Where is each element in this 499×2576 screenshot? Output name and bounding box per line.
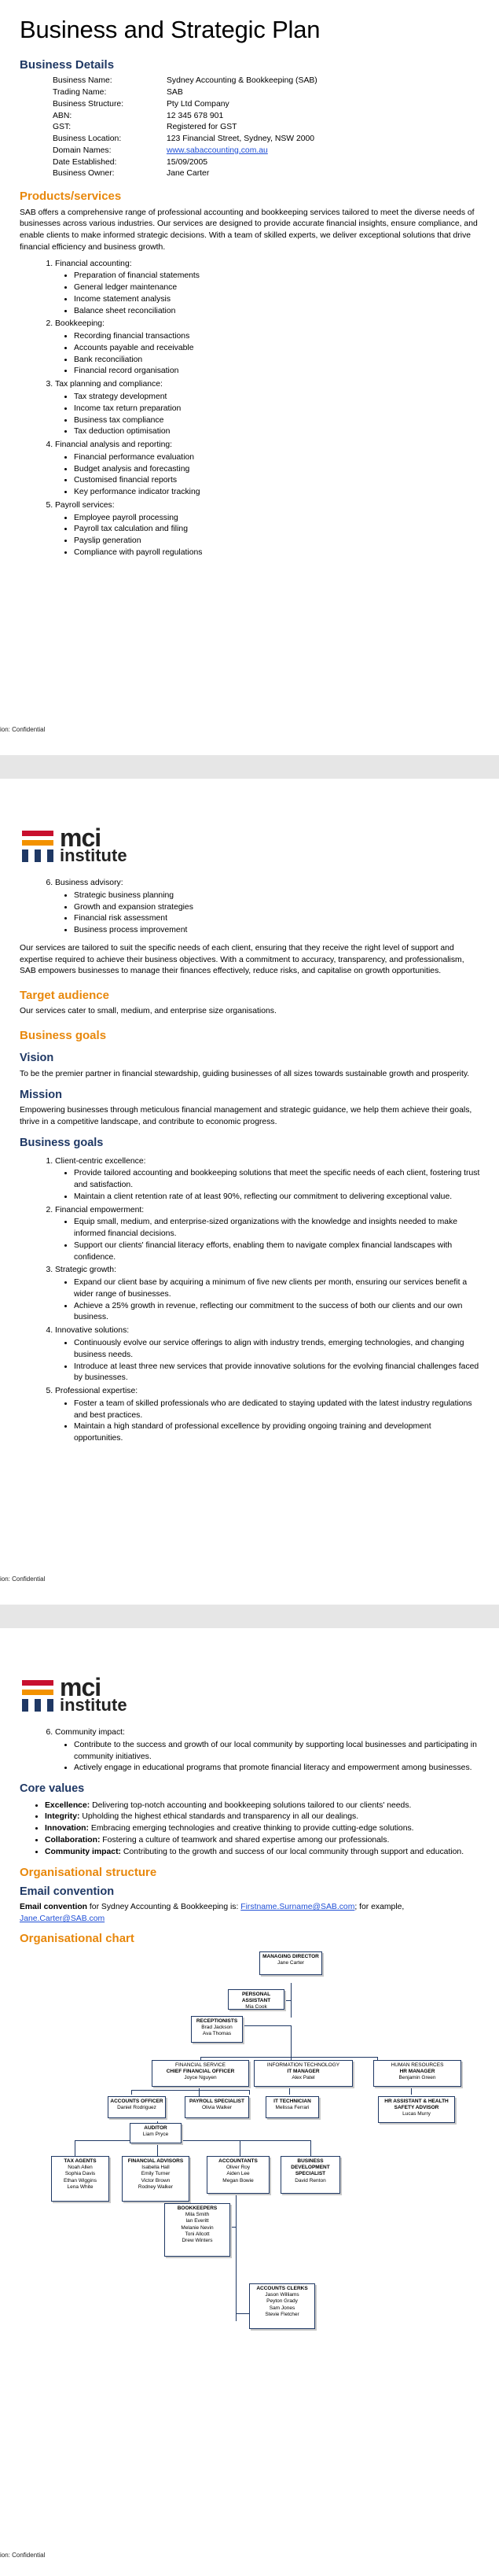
list-item: 6. Community impact: • Contribute to the success and growth of our local community by supporting local businesses and participating in community initiatives. • Actively engage in educational programs that promote financial literacy and empowerment among businesses. xyxy=(55,1727,482,1774)
domain-link[interactable]: www.sabaccounting.com.au xyxy=(167,146,268,155)
org-box-accounts-clerks: ACCOUNTS CLERKS Jason Williams Peyton Grady Sam Jones Stevie Fletcher xyxy=(249,2283,315,2329)
list-item: 2. Financial empowerment: • Equip small, medium, and enterprise-sized organizations with the knowledge and insights needed to make informed financial decisions. • Support our clients' financial literacy efforts, enabling them to navigate complex financial landscapes with confidence. xyxy=(55,1205,482,1264)
list-item: • Community impact: Contributing to the growth and success of our local community through support and education. xyxy=(45,1847,482,1859)
email-convention-heading: Email convention xyxy=(20,1885,115,1898)
business-details-heading: Business Details xyxy=(20,58,115,72)
page-1 xyxy=(0,0,499,755)
org-box-hr-manager: HUMAN RESOURCES HR MANAGER Benjamin Green xyxy=(373,2060,461,2087)
target-audience-text: Our services cater to small, medium, and enterprise size organisations. xyxy=(20,1007,277,1016)
goals-list xyxy=(20,1156,482,1445)
org-box-accountants: ACCOUNTANTS Oliver Roy Aiden Lee Megan Bowie xyxy=(207,2156,270,2194)
list-item: 6. Business advisory: • Strategic business planning • Growth and expansion strategies • Financial risk assessment • Business process improvement xyxy=(55,878,482,937)
detail-item: Business Location: 123 Financial Street, Sydney, NSW 2000 xyxy=(53,135,315,144)
mission-heading: Mission xyxy=(20,1088,62,1101)
vision-text: To be the premier partner in financial stewardship, guiding businesses of all sizes towards sustainable growth and prosperity. xyxy=(20,1070,470,1079)
org-box-it-technician: IT TECHNICIAN Melissa Ferrari xyxy=(266,2096,319,2118)
mci-logo: mci institute xyxy=(20,1675,499,1716)
email-example-link[interactable]: Jane.Carter@SAB.com xyxy=(20,1914,105,1924)
list-item: 3. Strategic growth: • Expand our client base by acquiring a minimum of five new clients per month, ensuring our services benefit a wider range of businesses. • Achieve a 25% growth in revenue, reflecting our commitment to the success of both our clients and our own business. xyxy=(55,1265,482,1324)
list-item: 5. Payroll services: • Employee payroll processing • Payroll tax calculation and filing • Payslip generation • Compliance with payroll regulations xyxy=(55,500,482,559)
products-list xyxy=(20,259,482,559)
mission-text: Empowering businesses through meticulous financial management and strategic guidance, we help them achieve their goals, thrive in a competitive landscape, and contribute to economic progress. xyxy=(20,1106,472,1127)
goals-list-continued xyxy=(20,1727,482,1774)
org-box-accounts-officer: ACCOUNTS OFFICER Daniel Rodriguez xyxy=(108,2096,166,2118)
org-box-financial-advisors: FINANCIAL ADVISORS Isabella Hall Emily Turner Victor Brown Rodney Walker xyxy=(122,2156,189,2202)
org-structure-heading: Organisational structure xyxy=(20,1866,157,1880)
page-footer: ion: Confidential xyxy=(0,2552,46,2559)
list-item: 4. Financial analysis and reporting: • Financial performance evaluation • Budget analysis and forecasting • Customised financial reports • Key performance indicator tracking xyxy=(55,440,482,499)
org-box-managing-director: MANAGING DIRECTOR Jane Carter xyxy=(259,1951,322,1975)
list-item: • Excellence: Delivering top-notch accounting and bookkeeping solutions tailored to our clients' needs. xyxy=(45,1800,482,1812)
page-title: Business and Strategic Plan xyxy=(20,16,321,43)
detail-item: Date Established: 15/09/2005 xyxy=(53,157,208,167)
org-box-receptionists: RECEPTIONISTS Brad Jackson Ava Thomas xyxy=(191,2016,243,2043)
detail-item: Business Structure: Pty Ltd Company xyxy=(53,99,229,109)
vision-heading: Vision xyxy=(20,1052,54,1065)
detail-item: Business Name: Sydney Accounting & Bookkeeping (SAB) xyxy=(53,76,317,86)
org-box-bookkeepers: BOOKKEEPERS Mila Smith Ian Everitt Melanie Nevin Toni Allcott Drew Winters xyxy=(164,2203,230,2257)
page-footer: ion: Confidential xyxy=(0,726,46,733)
list-item: • Collaboration: Fostering a culture of teamwork and shared expertise among our professionals. xyxy=(45,1835,482,1847)
list-item: 4. Innovative solutions: • Continuously evolve our service offerings to align with industry trends, emerging technologies, and changing business needs. • Introduce at least three new services that provide innovative solutions for the evolving financial challenges faced by businesses. xyxy=(55,1325,482,1384)
list-item: 3. Tax planning and compliance: • Tax strategy development • Income tax return preparation • Business tax compliance • Tax deduction optimisation xyxy=(55,379,482,438)
products-list-continued xyxy=(20,878,482,937)
list-item: 5. Professional expertise: • Foster a team of skilled professionals who are dedicated to staying updated with the latest industry regulations and best practices. • Maintain a high standard of professional excellence by providing ongoing training and development opportunities. xyxy=(55,1386,482,1445)
detail-item: ABN: 12 345 678 901 xyxy=(53,111,224,120)
detail-item: Domain Names: www.sabaccounting.com.au xyxy=(53,146,482,157)
org-box-chief-financial-officer: FINANCIAL SERVICE CHIEF FINANCIAL OFFICER Joyce Nguyen xyxy=(152,2060,249,2087)
org-box-payroll-specialist: PAYROLL SPECIALIST Olivia Walker xyxy=(185,2096,249,2118)
page-footer: ion: Confidential xyxy=(0,1575,46,1583)
email-convention-text: Email convention for Sydney Accounting & Bookkeeping is: Firstname.Surname@SAB.com; for example, Jane.Carter@SAB.com xyxy=(20,1903,405,1924)
org-chart-heading: Organisational chart xyxy=(20,1931,134,1945)
org-box-auditor: AUDITOR Liam Pryce xyxy=(130,2123,182,2143)
list-item: 2. Bookkeeping: • Recording financial transactions • Accounts payable and receivable • Bank reconciliation • Financial record organisation xyxy=(55,319,482,378)
business-details-list xyxy=(20,76,482,180)
target-audience-heading: Target audience xyxy=(20,989,109,1003)
org-box-personal-assistant: PERSONAL ASSISTANT Mia Cook xyxy=(228,1989,284,2010)
org-chart xyxy=(20,1951,482,2400)
list-item: • Integrity: Upholding the highest ethical standards and transparency in all our dealings. xyxy=(45,1811,482,1823)
core-values-heading: Core values xyxy=(20,1782,85,1796)
org-box-tax-agents: TAX AGENTS Noah Allen Sophia Davis Ethan Wiggins Lena White xyxy=(51,2156,109,2202)
page-3 xyxy=(0,1628,499,2576)
org-box-hr-assistant: HR ASSISTANT & HEALTH SAFETY ADVISOR Lucas Murry xyxy=(378,2096,455,2123)
products-intro: SAB offers a comprehensive range of professional accounting and bookkeeping services tailored to meet the diverse needs of businesses across various industries. Our services are designed to provide accurate financial insights, ensure compliance, and enable clients to make informed strategic decisions. With a team of skilled experts, we deliver exceptional solutions that drive financial efficiency and business growth. xyxy=(20,208,478,252)
org-box-business-development: BUSINESS DEVELOPMENT SPECIALIST David Renton xyxy=(281,2156,340,2194)
list-item: • Innovation: Embracing emerging technologies and creative thinking to provide cutting-edge solutions. xyxy=(45,1823,482,1835)
business-goals-subheading: Business goals xyxy=(20,1136,104,1149)
mci-logo: mci institute xyxy=(20,826,499,867)
list-item: 1. Financial accounting: • Preparation of financial statements • General ledger maintenance • Income statement analysis • Balance sheet reconciliation xyxy=(55,259,482,318)
email-pattern-link[interactable]: Firstname.Surname@SAB.com xyxy=(240,1903,355,1912)
page-2 xyxy=(0,779,499,1605)
list-item: 1. Client-centric excellence: • Provide tailored accounting and bookkeeping solutions that meet the specific needs of each client, fostering trust and satisfaction. • Maintain a client retention rate of at least 90%, reflecting our commitment to delivering exceptional value. xyxy=(55,1156,482,1203)
detail-item: Business Owner: Jane Carter xyxy=(53,169,210,179)
core-values-list xyxy=(20,1800,482,1859)
mci-logo-icon xyxy=(20,829,55,864)
business-goals-heading: Business goals xyxy=(20,1029,107,1043)
services-paragraph: Our services are tailored to suit the specific needs of each client, ensuring that they receive the right level of support and expertise required to achieve their business objectives. With a commitment to accuracy, transparency, and professionalism, SAB empowers businesses to manage their finances effectively, reduce risks, and capitalise on growth opportunities. xyxy=(20,943,464,976)
detail-item: GST: Registered for GST xyxy=(53,123,237,132)
detail-item: Trading Name: SAB xyxy=(53,88,183,98)
org-box-it-manager: INFORMATION TECHNOLOGY IT MANAGER Alex Patel xyxy=(254,2060,353,2087)
mci-logo-icon xyxy=(20,1679,55,1713)
products-heading: Products/services xyxy=(20,190,122,204)
